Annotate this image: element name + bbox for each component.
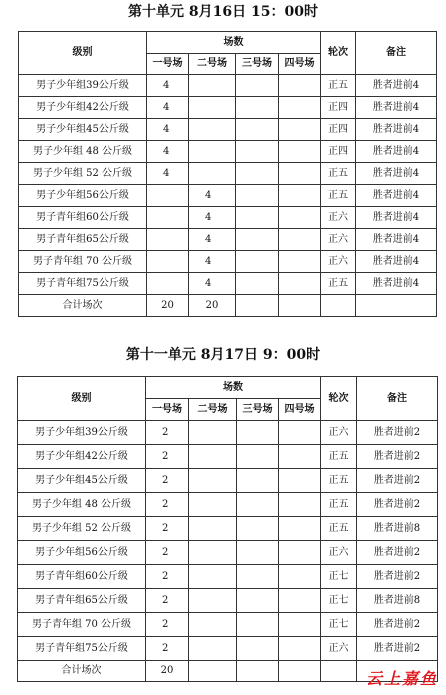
court-3-count-cell: [237, 589, 279, 613]
note-cell: 胜者进前2: [357, 421, 438, 445]
court-4-count-cell: [279, 141, 321, 163]
weight-class-cell: 男子少年组45公斤级: [18, 469, 146, 493]
court-4-count-cell: [279, 273, 321, 295]
round-cell: 正六: [321, 637, 357, 661]
court-2-count-cell: [189, 541, 237, 565]
court-4-count-cell: [279, 75, 321, 97]
header-court-2: 二号场: [189, 54, 236, 75]
round-cell: 正五: [321, 517, 357, 541]
note-cell: 胜者进前4: [356, 75, 437, 97]
note-cell: 胜者进前2: [357, 469, 438, 493]
court-3-count-cell: [237, 421, 279, 445]
table-row: [19, 229, 437, 251]
court-4-count-cell: [279, 163, 321, 185]
header-court-4: 四号场: [279, 54, 321, 75]
court-1-count-cell: 2: [146, 589, 189, 613]
round-cell: 正五: [321, 469, 357, 493]
court-3-count-cell: [236, 163, 279, 185]
court-4-count-cell: [279, 589, 321, 613]
unit-2-schedule-table: [17, 376, 438, 682]
court-4-count-cell: [279, 185, 321, 207]
table-row: [19, 251, 437, 273]
court-4-count-cell: [279, 493, 321, 517]
note-cell: 胜者进前2: [357, 445, 438, 469]
court-4-count-cell: [279, 207, 321, 229]
court-3-count-cell: [237, 469, 279, 493]
court-4-count-cell: [279, 445, 321, 469]
note-cell: 胜者进前2: [357, 565, 438, 589]
weight-class-cell: 男子青年组75公斤级: [18, 637, 146, 661]
weight-class-cell: 男子青年组65公斤级: [18, 589, 146, 613]
total-court-4: [279, 295, 321, 317]
header-note: 备注: [357, 377, 438, 421]
court-2-count-cell: 4: [189, 229, 236, 251]
court-2-count-cell: [189, 421, 237, 445]
court-3-count-cell: [237, 565, 279, 589]
table-row: [18, 469, 438, 493]
round-cell: 正五: [321, 163, 356, 185]
note-cell: 胜者进前4: [356, 251, 437, 273]
court-3-count-cell: [236, 273, 279, 295]
header-round: 轮次: [321, 32, 356, 75]
note-cell: 胜者进前4: [356, 97, 437, 119]
note-cell: 胜者进前4: [356, 185, 437, 207]
header-category: 级别: [19, 32, 147, 75]
court-3-count-cell: [236, 207, 279, 229]
court-3-count-cell: [237, 637, 279, 661]
table-row: [19, 141, 437, 163]
court-1-count-cell: 2: [146, 493, 189, 517]
total-court-2: 20: [189, 295, 236, 317]
round-cell: 正四: [321, 97, 356, 119]
round-cell: 正六: [321, 541, 357, 565]
court-1-count-cell: 2: [146, 421, 189, 445]
header-courts-group: 场数: [146, 377, 321, 399]
court-4-count-cell: [279, 517, 321, 541]
court-2-count-cell: [189, 589, 237, 613]
note-cell: 胜者进前4: [356, 141, 437, 163]
weight-class-cell: 男子少年组39公斤级: [19, 75, 147, 97]
court-4-count-cell: [279, 97, 321, 119]
weight-class-cell: 男子青年组 70 公斤级: [19, 251, 147, 273]
court-2-count-cell: 4: [189, 207, 236, 229]
court-2-count-cell: [189, 119, 236, 141]
court-4-count-cell: [279, 469, 321, 493]
table-row: [18, 565, 438, 589]
court-1-count-cell: 2: [146, 541, 189, 565]
table-row: [19, 185, 437, 207]
total-row: [19, 295, 437, 317]
round-cell: 正六: [321, 207, 356, 229]
court-3-count-cell: [236, 185, 279, 207]
court-4-count-cell: [279, 637, 321, 661]
note-cell: 胜者进前8: [357, 589, 438, 613]
round-cell: 正五: [321, 75, 356, 97]
table-row: [18, 421, 438, 445]
court-3-count-cell: [236, 119, 279, 141]
court-4-count-cell: [279, 541, 321, 565]
round-cell: 正六: [321, 421, 357, 445]
court-2-count-cell: [189, 97, 236, 119]
table-row: [19, 97, 437, 119]
round-cell: 正四: [321, 119, 356, 141]
court-1-count-cell: 2: [146, 565, 189, 589]
court-2-count-cell: [189, 613, 237, 637]
court-1-count-cell: 4: [147, 97, 189, 119]
court-3-count-cell: [236, 251, 279, 273]
court-1-count-cell: [147, 251, 189, 273]
weight-class-cell: 男子少年组 48 公斤级: [18, 493, 146, 517]
court-2-count-cell: [189, 163, 236, 185]
court-4-count-cell: [279, 251, 321, 273]
table-row: [18, 445, 438, 469]
header-round: 轮次: [321, 377, 357, 421]
court-2-count-cell: [189, 75, 236, 97]
table-row: [18, 589, 438, 613]
note-cell: 胜者进前8: [357, 517, 438, 541]
court-1-count-cell: 2: [146, 637, 189, 661]
court-1-count-cell: 4: [147, 141, 189, 163]
round-cell: 正五: [321, 273, 356, 295]
court-2-count-cell: [189, 517, 237, 541]
note-cell: 胜者进前2: [357, 637, 438, 661]
weight-class-cell: 男子少年组45公斤级: [19, 119, 147, 141]
weight-class-cell: 男子少年组 52 公斤级: [19, 163, 147, 185]
weight-class-cell: 男子少年组56公斤级: [18, 541, 146, 565]
court-1-count-cell: 4: [147, 163, 189, 185]
table-row: [18, 541, 438, 565]
note-cell: 胜者进前4: [356, 119, 437, 141]
total-label: 合计场次: [18, 661, 146, 682]
table-row: [18, 517, 438, 541]
header-court-4: 四号场: [279, 399, 321, 421]
court-3-count-cell: [236, 229, 279, 251]
header-court-3: 三号场: [236, 54, 279, 75]
header-courts-group: 场数: [147, 32, 321, 54]
header-court-3: 三号场: [237, 399, 279, 421]
total-court-1: 20: [146, 661, 189, 682]
weight-class-cell: 男子少年组42公斤级: [18, 445, 146, 469]
table-row: [19, 207, 437, 229]
court-4-count-cell: [279, 421, 321, 445]
court-1-count-cell: [147, 185, 189, 207]
court-3-count-cell: [236, 97, 279, 119]
court-4-count-cell: [279, 565, 321, 589]
note-cell: 胜者进前4: [356, 229, 437, 251]
header-court-2: 二号场: [189, 399, 237, 421]
court-4-count-cell: [279, 119, 321, 141]
court-1-count-cell: 4: [147, 75, 189, 97]
court-1-count-cell: 2: [146, 469, 189, 493]
court-1-count-cell: 2: [146, 613, 189, 637]
total-court-4: [279, 661, 321, 682]
header-court-1: 一号场: [147, 54, 189, 75]
weight-class-cell: 男子少年组42公斤级: [19, 97, 147, 119]
court-2-count-cell: [189, 565, 237, 589]
total-court-2: [189, 661, 237, 682]
table-row: [19, 273, 437, 295]
court-1-count-cell: [147, 273, 189, 295]
court-1-count-cell: 4: [147, 119, 189, 141]
court-4-count-cell: [279, 229, 321, 251]
court-3-count-cell: [237, 493, 279, 517]
round-cell: 正七: [321, 613, 357, 637]
weight-class-cell: 男子少年组 48 公斤级: [19, 141, 147, 163]
round-cell: 正六: [321, 251, 356, 273]
table-row: [19, 119, 437, 141]
total-court-1: 20: [147, 295, 189, 317]
note-cell: 胜者进前4: [356, 207, 437, 229]
court-3-count-cell: [237, 517, 279, 541]
court-2-count-cell: [189, 445, 237, 469]
watermark-logo: 云上嘉鱼: [365, 669, 438, 688]
court-3-count-cell: [236, 75, 279, 97]
note-cell: 胜者进前2: [357, 493, 438, 517]
weight-class-cell: 男子青年组 70 公斤级: [18, 613, 146, 637]
round-cell: 正五: [321, 185, 356, 207]
court-1-count-cell: 2: [146, 517, 189, 541]
weight-class-cell: 男子青年组60公斤级: [18, 565, 146, 589]
total-court-3: [236, 295, 279, 317]
total-court-3: [237, 661, 279, 682]
court-2-count-cell: 4: [189, 273, 236, 295]
court-2-count-cell: [189, 469, 237, 493]
header-court-1: 一号场: [146, 399, 189, 421]
weight-class-cell: 男子少年组56公斤级: [19, 185, 147, 207]
note-cell: 胜者进前2: [357, 613, 438, 637]
court-3-count-cell: [237, 445, 279, 469]
total-label: 合计场次: [19, 295, 147, 317]
round-cell: 正五: [321, 445, 357, 469]
court-2-count-cell: 4: [189, 251, 236, 273]
court-3-count-cell: [236, 141, 279, 163]
note-cell: 胜者进前2: [357, 541, 438, 565]
round-cell: 正四: [321, 141, 356, 163]
unit-1-schedule-table: [18, 31, 437, 317]
weight-class-cell: 男子青年组75公斤级: [19, 273, 147, 295]
table-row: [19, 75, 437, 97]
table-row: [18, 613, 438, 637]
court-2-count-cell: [189, 637, 237, 661]
weight-class-cell: 男子少年组39公斤级: [18, 421, 146, 445]
court-2-count-cell: [189, 141, 236, 163]
table-row: [18, 493, 438, 517]
unit-1-title: 第十单元 8月16日 15：00时: [128, 4, 318, 20]
unit-2-title: 第十一单元 8月17日 9：00时: [125, 347, 321, 363]
note-cell: 胜者进前4: [356, 273, 437, 295]
court-3-count-cell: [237, 541, 279, 565]
note-cell: 胜者进前4: [356, 163, 437, 185]
round-cell: 正七: [321, 589, 357, 613]
round-cell: 正五: [321, 493, 357, 517]
weight-class-cell: 男子少年组 52 公斤级: [18, 517, 146, 541]
court-1-count-cell: 2: [146, 445, 189, 469]
round-cell: 正六: [321, 229, 356, 251]
round-cell: 正七: [321, 565, 357, 589]
header-note: 备注: [356, 32, 437, 75]
court-2-count-cell: 4: [189, 185, 236, 207]
court-1-count-cell: [147, 207, 189, 229]
table-row: [19, 163, 437, 185]
header-category: 级别: [18, 377, 146, 421]
court-4-count-cell: [279, 613, 321, 637]
court-2-count-cell: [189, 493, 237, 517]
weight-class-cell: 男子青年组60公斤级: [19, 207, 147, 229]
table-row: [18, 637, 438, 661]
court-1-count-cell: [147, 229, 189, 251]
weight-class-cell: 男子青年组65公斤级: [19, 229, 147, 251]
court-3-count-cell: [237, 613, 279, 637]
